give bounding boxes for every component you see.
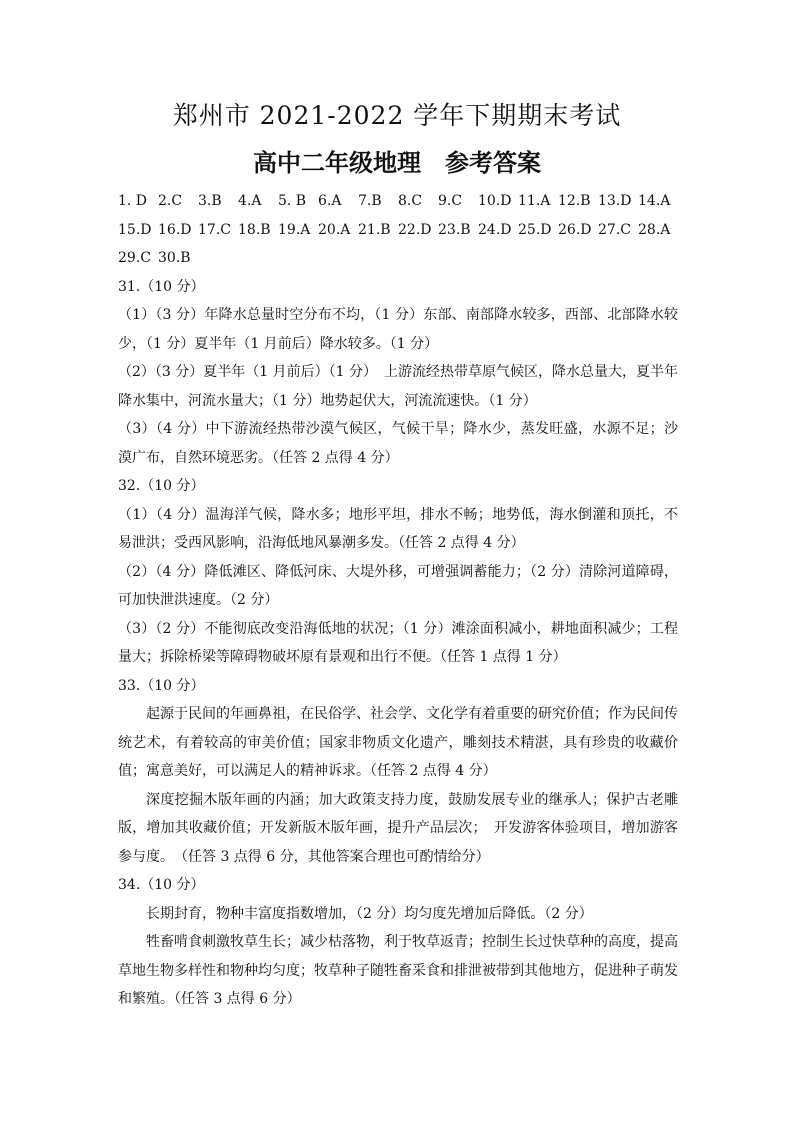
choice-answer: 10.D — [478, 193, 512, 209]
choice-answer: 17.C — [198, 221, 231, 238]
choice-answer: 21.B — [358, 221, 391, 238]
q31-part3: （3）（4 分）中下游流经热带沙漠气候区，气候干旱；降水少，蒸发旺盛，水源不足；沙漠广布，自然环境恶劣。（任答 2 点得 4 分） — [118, 421, 678, 466]
q33-heading: 33.（10 分） — [118, 677, 205, 694]
q31-part2: （2）（3 分）夏半年（1 月前后）（1 分） 上游流经热带草原气候区，降水总量大，夏半年降水集中，河流水量大；（1 分）地势起伏大，河流流速快。（1 分） — [118, 364, 678, 409]
choice-answer: 19.A — [278, 221, 311, 238]
choice-answer: 27.C — [598, 221, 631, 238]
choice-answer: 20.A — [318, 221, 351, 238]
choice-answer: 11.A — [518, 193, 551, 209]
choice-answer: 6.A — [318, 193, 342, 209]
choice-answer: 4.A — [238, 193, 262, 209]
q34-heading: 34.（10 分） — [118, 877, 205, 893]
choice-answers — [118, 187, 678, 273]
choice-answer: 24.D — [478, 221, 512, 238]
q33-part2: 深度挖掘木版年画的内涵；加大政策支持力度，鼓励发展专业的继承人；保护古老雕版，增加其收藏价值；开发新版木版年画，提升产品层次； 开发游客体验项目，增加游客参与度。 （任答 3 点得 6 分，其他答案合理也可酌情给分） — [118, 791, 678, 865]
q31-part1: （1）（3 分）年降水总量时空分布不均，（1 分）东部、南部降水较多，西部、北部降水较少，（1 分）夏半年（1 月前后）降水较多。（1 分） — [118, 307, 678, 352]
choice-answer: 29.C — [118, 250, 151, 266]
choice-answer: 22.D — [398, 221, 432, 238]
choice-answer: 2.C — [158, 193, 183, 209]
answer-content — [118, 187, 678, 1014]
q32-heading: 32.（10 分） — [118, 478, 205, 494]
choice-answer: 30.B — [158, 250, 191, 266]
choice-answer: 18.B — [238, 221, 271, 238]
q31-heading: 31.（10 分） — [118, 278, 205, 295]
choice-answer: 12.B — [558, 193, 591, 209]
q32-part2: （2）（4 分）降低滩区、降低河床、大堤外移，可增强调蓄能力；（2 分）清除河道障碍，可加快泄洪速度。（2 分） — [118, 563, 678, 608]
choice-answer: 14.A — [638, 193, 671, 209]
q32-part3: （3）（2 分）不能彻底改变沿海低地的状况；（1 分）滩涂面积减小，耕地面积减少；工程量大；拆除桥梁等障碍物破坏原有景观和出行不便。（任答 1 点得 1 分） — [118, 620, 678, 665]
q34-part2: 牲畜啃食刺激牧草生长；减少枯落物，利于牧草返青；控制生长过快草种的高度，提高草地生物多样性和物种均匀度；牧草种子随牲畜采食和排泄被带到其他地方，促进种子萌发和繁殖。（任答 3 点得 6 分） — [118, 934, 678, 1007]
choice-answer: 8.C — [398, 193, 423, 209]
choice-answer: 26.D — [558, 221, 592, 238]
q33-part1: 起源于民间的年画鼻祖，在民俗学、社会学、文化学有着重要的研究价值；作为民间传统艺术，有着较高的审美价值；国家非物质文化遗产，雕刻技术精湛，具有珍贵的收藏价值；寓意美好，可以满足人的精神诉求。（任答 2 点得 4 分） — [118, 706, 678, 779]
page-subtitle: 高中二年级地理 参考答案 — [253, 148, 541, 177]
choice-answer: 16.D — [158, 221, 192, 238]
choice-answer: 7.B — [358, 193, 382, 209]
q32-part1: （1）（4 分）温海洋气候，降水多；地形平坦，排水不畅；地势低，海水倒灌和顶托，不易泄洪；受西风影响，沿海低地风暴潮多发。（任答 2 点得 4 分） — [118, 506, 678, 551]
q34-part1: 长期封育，物种丰富度指数增加，（2 分）均匀度先增加后降低。（2 分） — [146, 905, 593, 922]
choice-answer: 28.A — [638, 221, 671, 238]
page-title: 郑州市 2021-2022 学年下期期末考试 — [172, 101, 622, 130]
choice-answer: 25.D — [518, 221, 552, 238]
choice-answer: 9.C — [438, 193, 463, 209]
choice-answer: 13.D — [598, 193, 632, 209]
choice-answer: 23.B — [438, 221, 471, 238]
choice-answer: 3.B — [198, 193, 222, 209]
choice-answer: 15.D — [118, 221, 152, 238]
choice-answer: 1. D — [118, 193, 148, 209]
choice-answer: 5. B — [278, 193, 307, 209]
